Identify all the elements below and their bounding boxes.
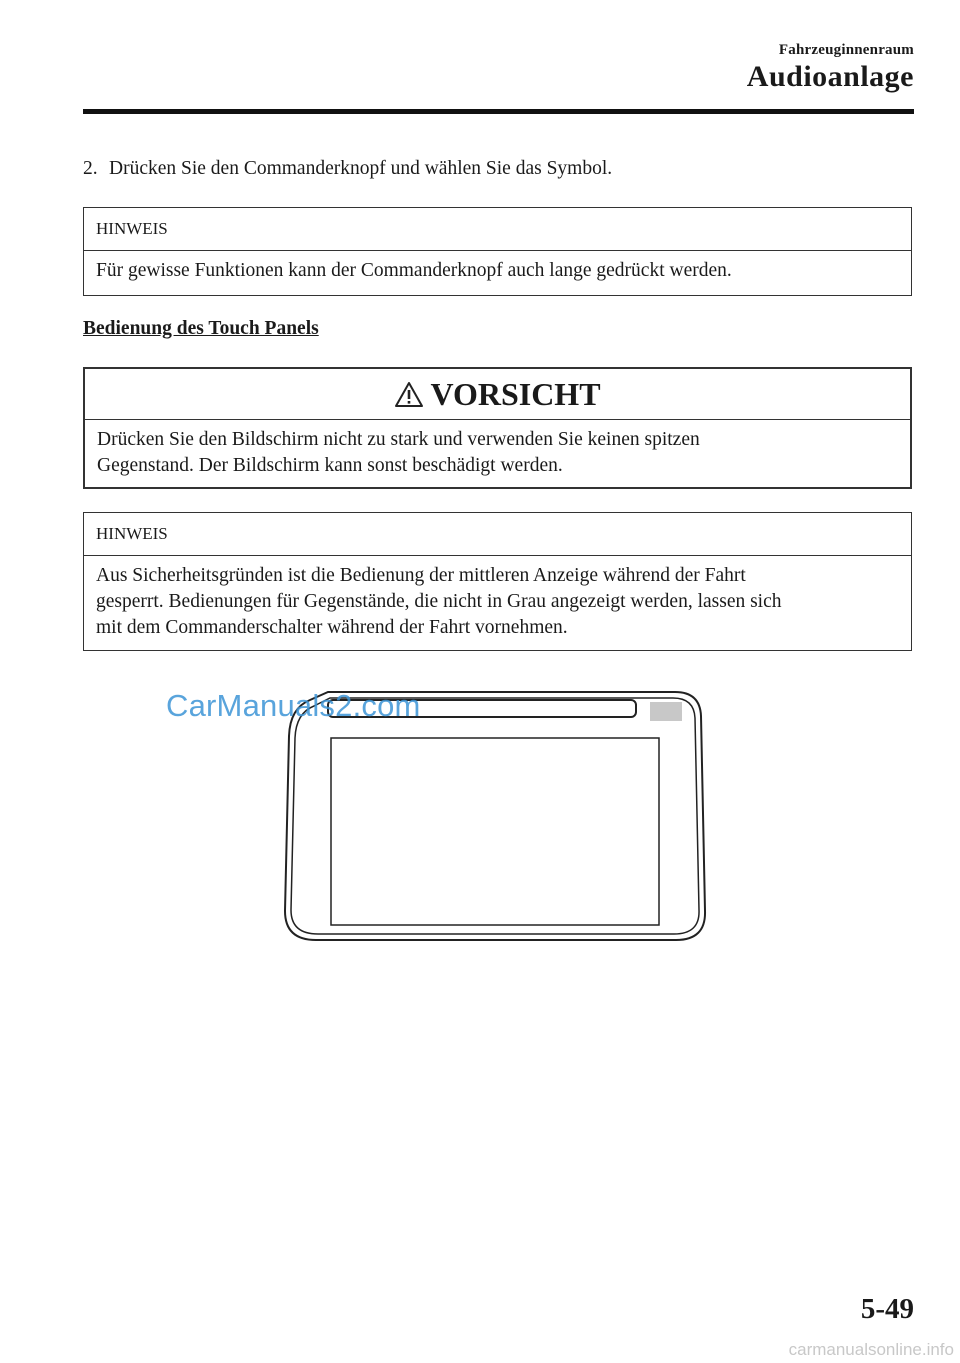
section-subheading: Bedienung des Touch Panels bbox=[83, 318, 319, 339]
chapter-title: Audioanlage bbox=[746, 60, 914, 93]
note-text bbox=[84, 556, 911, 651]
note-line: mit dem Commanderschalter während der Fahrt vornehmen. bbox=[96, 617, 568, 638]
warning-triangle-icon bbox=[394, 372, 424, 422]
caution-heading-row bbox=[85, 369, 910, 420]
note-line: Aus Sicherheitsgründen ist die Bedienung der mittleren Anzeige während der Fahrt bbox=[96, 565, 746, 586]
note-heading: HINWEIS bbox=[84, 208, 911, 251]
caution-line: Drücken Sie den Bildschirm nicht zu stark und verwenden Sie keinen spitzen bbox=[97, 429, 700, 450]
page-number: 5-49 bbox=[860, 1293, 914, 1325]
note-heading: HINWEIS bbox=[84, 513, 911, 556]
step-text: Drücken Sie den Commanderknopf und wählen Sie das Symbol. bbox=[109, 158, 613, 179]
step-number: 2. bbox=[83, 158, 98, 179]
section-title: Fahrzeuginnenraum bbox=[778, 42, 914, 58]
display-screen bbox=[331, 738, 659, 925]
watermark: CarManuals2.com bbox=[166, 688, 421, 723]
note-line: gesperrt. Bedienungen für Gegenstände, die nicht in Grau angezeigt werden, lassen sich bbox=[96, 591, 782, 612]
caution-line: Gegenstand. Der Bildschirm kann sonst beschädigt werden. bbox=[97, 455, 563, 476]
step-item bbox=[83, 158, 612, 180]
footer-watermark: carmanualsonline.info bbox=[788, 1340, 954, 1359]
header-rule bbox=[83, 109, 914, 114]
note-box bbox=[83, 512, 912, 651]
display-gray-button bbox=[650, 702, 682, 721]
caution-text bbox=[85, 420, 910, 489]
caution-box bbox=[83, 367, 912, 489]
note-text: Für gewisse Funktionen kann der Commanderknopf auch lange gedrückt werden. bbox=[96, 260, 732, 281]
display-illustration bbox=[280, 686, 710, 946]
caution-heading: VORSICHT bbox=[430, 376, 601, 412]
note-box bbox=[83, 207, 912, 296]
